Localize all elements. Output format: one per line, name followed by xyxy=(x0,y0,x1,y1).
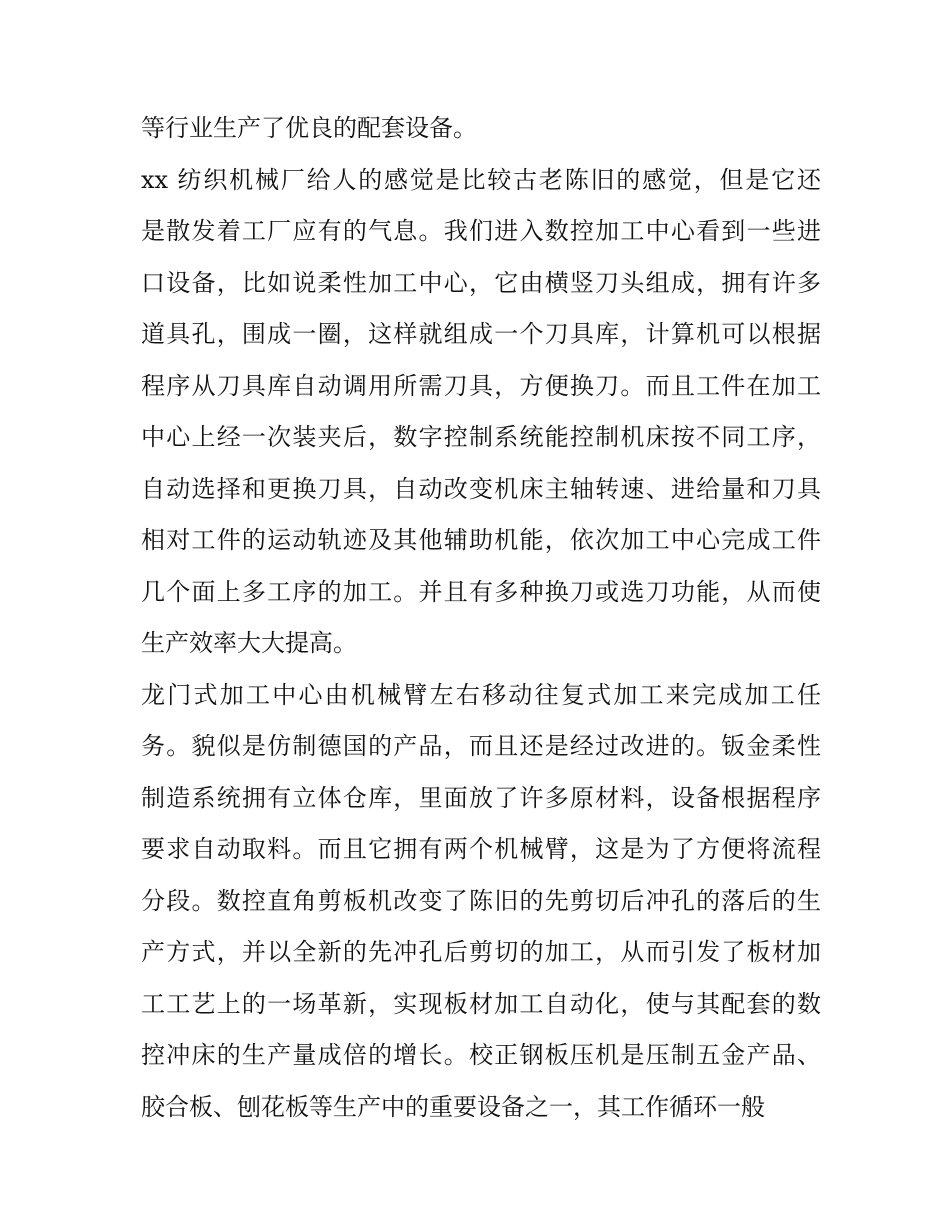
text-line: 相对工件的运动轨迹及其他辅助机能，依次加工中心完成工件 xyxy=(141,526,821,554)
text-line: 龙门式加工中心由机械臂左右移动往复式加工来完成加工任 xyxy=(141,680,821,709)
document-body xyxy=(141,106,821,1136)
text-line: 工工艺上的一场革新，实现板材加工自动化，使与其配套的数 xyxy=(141,989,821,1018)
text-line: 务。貌似是仿制德国的产品，而且还是经过改进的。钣金柔性 xyxy=(141,732,821,760)
text-line: 中心上经一次装夹后，数字控制系统能控制机床按不同工序， xyxy=(141,423,821,451)
text-line: 控冲床的生产量成倍的增长。校正钢板压机是压制五金产品、 xyxy=(141,1041,821,1069)
text-line: 几个面上多工序的加工。并且有多种换刀或选刀功能，从而使 xyxy=(141,577,821,606)
text-line: 胶合板、刨花板等生产中的重要设备之一，其工作循环一般 xyxy=(141,1092,765,1121)
text-line: xx 纺织机械厂给人的感觉是比较古老陈旧的感觉，但是它还 xyxy=(141,165,821,194)
text-line: 口设备，比如说柔性加工中心，它由横竖刀头组成，拥有许多 xyxy=(141,268,821,297)
text-line: 分段。数控直角剪板机改变了陈旧的先剪切后冲孔的落后的生 xyxy=(141,886,821,915)
text-line: 产方式，并以全新的先冲孔后剪切的加工，从而引发了板材加 xyxy=(141,938,821,966)
text-line: 制造系统拥有立体仓库，里面放了许多原材料，设备根据程序 xyxy=(141,783,821,812)
text-line: 等行业生产了优良的配套设备。 xyxy=(141,114,477,142)
text-line: 是散发着工厂应有的气息。我们进入数控加工中心看到一些进 xyxy=(141,217,821,245)
text-line: 要求自动取料。而且它拥有两个机械臂，这是为了方便将流程 xyxy=(141,835,821,863)
text-line: 道具孔，围成一圈，这样就组成一个刀具库，计算机可以根据 xyxy=(141,320,821,348)
text-line: 自动选择和更换刀具，自动改变机床主轴转速、进给量和刀具 xyxy=(141,474,821,503)
text-line: 程序从刀具库自动调用所需刀具，方便换刀。而且工件在加工 xyxy=(141,371,821,400)
text-line: 生产效率大大提高。 xyxy=(141,629,357,657)
